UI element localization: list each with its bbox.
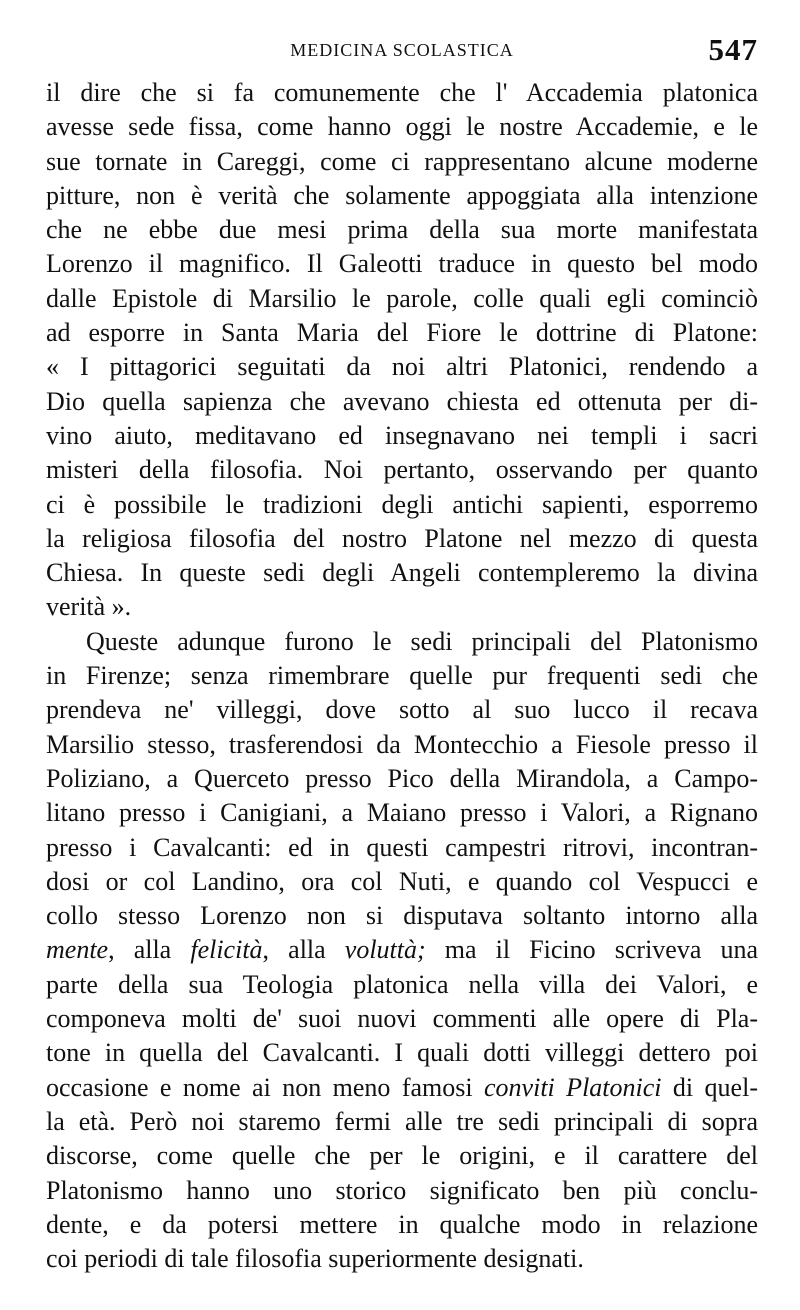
text-segment: , alla [262, 935, 345, 965]
text-segment: parte della sua Teologia platonica nella villa dei Valori, e [46, 969, 758, 999]
text-segment: pitture, non è verità che solamente appoggiata alla intenzione [46, 180, 758, 210]
text-segment: dosi or col Landino, ora col Nuti, e quando col Vespucci e [46, 866, 758, 896]
text-segment: dente, e da potersi mettere in qualche modo in relazione [46, 1209, 758, 1239]
italic-segment: conviti Platonici [484, 1072, 662, 1102]
text-line [46, 145, 758, 179]
text-segment: dalle Epistole di Marsilio le parole, colle quali egli cominciò [46, 283, 758, 313]
text-segment: vino aiuto, meditavano ed insegnavano nei templi i sacri [46, 420, 758, 450]
text-line [46, 762, 758, 796]
text-segment: verità ». [46, 592, 132, 622]
text-segment: Dio quella sapienza che avevano chiesta ed ottenuta per di- [46, 386, 758, 416]
page-number: 547 [708, 32, 758, 67]
text-segment: tone in quella del Cavalcanti. I quali dotti villeggi dettero poi [46, 1038, 758, 1068]
text-line [46, 1105, 758, 1139]
text-line [46, 831, 758, 865]
text-line [46, 179, 758, 213]
text-line [46, 419, 758, 453]
text-segment: Poliziano, a Querceto presso Pico della Mirandola, a Campo- [46, 763, 758, 793]
text-segment: la età. Però noi staremo fermi alle tre sedi principali di sopra [46, 1106, 758, 1136]
text-line [46, 865, 758, 899]
text-segment: presso i Cavalcanti: ed in questi campestri ritrovi, incontran- [46, 832, 758, 862]
body-text [46, 76, 758, 1276]
text-segment: il dire che si fa comunemente che l' Accademia platonica [46, 78, 758, 107]
text-line [46, 728, 758, 762]
text-line [46, 1242, 758, 1276]
italic-segment: mente [46, 935, 109, 965]
text-segment: in Firenze; senza rimembrare quelle pur frequenti sedi che [46, 661, 758, 691]
text-segment: ad esporre in Santa Maria del Fiore le dottrine di Platone: [46, 318, 758, 348]
text-line [46, 76, 758, 110]
text-segment: ma il Ficino scriveva una [425, 935, 759, 965]
text-line [46, 556, 758, 590]
text-line [46, 488, 758, 522]
text-segment: , alla [108, 935, 191, 965]
text-line [46, 933, 758, 967]
text-line [46, 1139, 758, 1173]
text-segment: componeva molti de' suoi nuovi commenti alle opere di Pla- [46, 1004, 758, 1034]
running-title: MEDICINA SCOLASTICA [290, 40, 514, 60]
text-line [46, 899, 758, 933]
text-segment: la religiosa filosofia del nostro Platone nel mezzo di questa [46, 523, 758, 553]
running-head [46, 32, 758, 72]
text-segment: Lorenzo il magnifico. Il Galeotti traduce in questo bel modo [46, 249, 758, 279]
text-line [46, 625, 758, 659]
text-line [46, 213, 758, 247]
text-line [46, 316, 758, 350]
text-segment: discorse, come quelle che per le origini, e il carattere del [46, 1141, 758, 1171]
text-line [46, 693, 758, 727]
text-segment: ci è possibile le tradizioni degli antichi sapienti, esporremo [46, 489, 758, 519]
text-segment: litano presso i Canigiani, a Maiano presso i Valori, a Rignano [46, 798, 758, 828]
text-line [46, 522, 758, 556]
text-line [46, 110, 758, 144]
italic-segment: voluttà; [344, 935, 426, 965]
text-line [46, 350, 758, 384]
text-line [46, 1208, 758, 1242]
text-line [46, 796, 758, 830]
text-segment: Chiesa. In queste sedi degli Angeli contempleremo la divina [46, 558, 758, 588]
text-line [46, 247, 758, 281]
text-segment: « I pittagorici seguitati da noi altri Platonici, rendendo a [46, 352, 758, 382]
text-line [46, 1174, 758, 1208]
text-segment: Marsilio stesso, trasferendosi da Montecchio a Fiesole presso il [46, 729, 758, 759]
italic-segment: felicità [190, 935, 263, 965]
text-segment: Queste adunque furono le sedi principali del Platonismo [86, 626, 758, 656]
text-segment: coi periodi di tale filosofia superiormente designati. [46, 1244, 584, 1274]
text-segment: prendeva ne' villeggi, dove sotto al suo lucco il recava [46, 695, 758, 725]
text-line [46, 968, 758, 1002]
text-line [46, 1036, 758, 1070]
text-segment: di quel- [661, 1072, 758, 1102]
text-segment: collo stesso Lorenzo non si disputava soltanto intorno alla [46, 901, 758, 931]
text-line [46, 282, 758, 316]
text-line [46, 1071, 758, 1105]
text-segment: occasione e nome ai non meno famosi [46, 1072, 485, 1102]
text-segment: avesse sede fissa, come hanno oggi le nostre Accademie, e le [46, 112, 758, 142]
text-line [46, 1002, 758, 1036]
text-segment: sue tornate in Careggi, come ci rappresentano alcune moderne [46, 146, 758, 176]
text-line [46, 453, 758, 487]
text-segment: che ne ebbe due mesi prima della sua morte manifestata [46, 215, 758, 245]
text-line [46, 659, 758, 693]
text-line [46, 590, 758, 624]
text-line [46, 385, 758, 419]
text-segment: Platonismo hanno uno storico significato ben più conclu- [46, 1175, 758, 1205]
text-segment: misteri della filosofia. Noi pertanto, osservando per quanto [46, 455, 758, 485]
